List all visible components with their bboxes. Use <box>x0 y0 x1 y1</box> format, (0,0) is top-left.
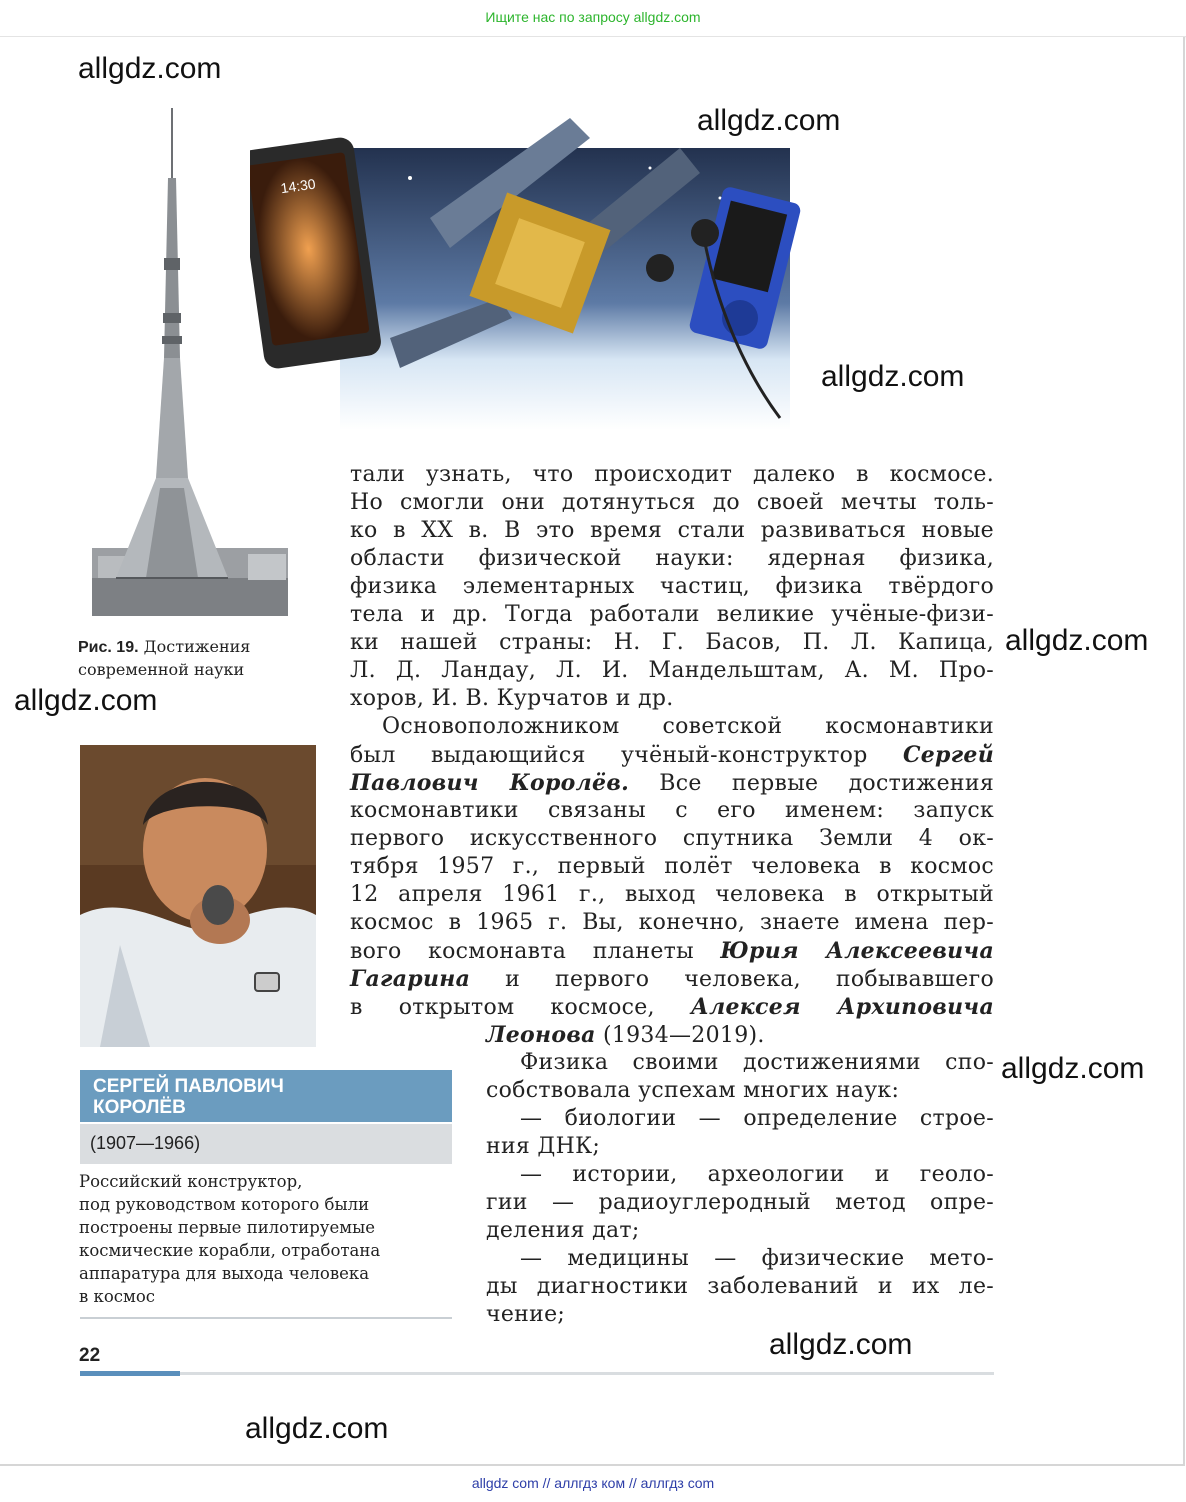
emphasis-name: Павлович Королёв. <box>350 770 630 796</box>
bottom-banner: allgdz com // аллгдз ком // аллгдз com <box>471 1475 715 1491</box>
text-line: хоров, И. В. Курчатов и др. <box>350 686 674 711</box>
text-line: собствовала успехам многих наук: <box>486 1078 900 1103</box>
emphasis-name: Алексея Архиповича <box>690 994 995 1020</box>
text-run: в открытом космосе, <box>350 995 655 1020</box>
text-line: тября 1957 г., первый полёт человека в космос <box>350 854 994 879</box>
watermark: allgdz.com <box>769 1328 913 1361</box>
text-line: области физической науки: ядерная физика, <box>350 546 994 571</box>
footer-accent <box>80 1371 180 1376</box>
list-item: — истории, археологии и геоло- <box>520 1162 994 1187</box>
text-run: (1934—2019). <box>602 1023 765 1048</box>
text-run: и первого человека, побывавшего <box>505 967 994 992</box>
text-line: первого искусственного спутника Земли 4 ок- <box>350 826 994 851</box>
text-line: деления дат; <box>486 1218 640 1243</box>
page-number: 22 <box>79 1345 101 1366</box>
watermark: allgdz.com <box>697 104 841 137</box>
text-line: ния ДНК; <box>486 1134 601 1159</box>
text-line: Но смогли они дотянуться до своей мечты толь- <box>350 490 994 515</box>
bio-text <box>79 1170 451 1308</box>
text-line: ки нашей страны: Н. Г. Басов, П. Л. Капица, <box>350 630 994 655</box>
bio-line: в космос <box>79 1287 156 1306</box>
text-line: 12 апреля 1961 г., выход человека в открытый <box>350 882 994 907</box>
figure-caption-line1: Достижения <box>143 637 251 656</box>
text-line: космос в 1965 г. Вы, конечно, знаете имена пер- <box>350 910 994 935</box>
text-line: физика элементарных частиц, физика твёрдого <box>350 574 994 599</box>
paragraph-start: Основоположником советской космонавтики <box>382 714 994 739</box>
text-line: гии — радиоуглеродный метод опре- <box>486 1190 994 1215</box>
text-line: Л. Д. Ландау, Л. И. Мандельштам, А. М. Про- <box>350 658 994 683</box>
paragraph-start: Физика своими достижениями спо- <box>520 1050 994 1075</box>
list-item: — биологии — определение строе- <box>520 1106 994 1131</box>
emphasis-name: Юрия Алексеевича <box>720 938 994 964</box>
text-line: ко в XX в. В это время стали развиваться новые <box>350 518 994 543</box>
text-line <box>350 769 994 797</box>
bio-divider <box>80 1317 452 1319</box>
footer-rule <box>80 1372 994 1375</box>
bio-name-line1: СЕРГЕЙ ПАВЛОВИЧ <box>93 1076 284 1097</box>
figure-caption <box>78 636 318 681</box>
phone-clock: 14:30 <box>279 175 317 197</box>
text-line: тела и др. Тогда работали великие учёные-физи- <box>350 602 994 627</box>
bio-line: построены первые пилотируемые <box>79 1218 375 1237</box>
bio-name-bar <box>80 1070 452 1122</box>
text-line: чение; <box>486 1302 566 1327</box>
text-line <box>486 1021 994 1049</box>
text-line: космонавтики связаны с его именем: запуск <box>350 798 994 823</box>
watermark: allgdz.com <box>14 684 158 717</box>
emphasis-name: Леонова <box>486 1022 596 1048</box>
text-line <box>350 993 994 1021</box>
korolev-portrait <box>80 745 316 1047</box>
bio-name-line2: КОРОЛЁВ <box>93 1097 186 1118</box>
bio-line: под руководством которого были <box>79 1195 370 1214</box>
bio-years-bar <box>80 1124 452 1164</box>
text-run: вого космонавта планеты <box>350 939 694 964</box>
text-line <box>350 741 994 769</box>
bio-line: космические корабли, отработана <box>79 1241 381 1260</box>
watermark: allgdz.com <box>821 360 965 393</box>
figure-caption-label: Рис. 19. <box>78 639 139 656</box>
tech-achievements-image <box>250 118 850 430</box>
figure-caption-line2: современной науки <box>78 660 245 679</box>
watermark: allgdz.com <box>1005 624 1149 657</box>
bio-line: аппаратура для выхода человека <box>79 1264 370 1283</box>
emphasis-name: Сергей <box>902 742 995 768</box>
text-line: ды диагностики заболеваний и их ле- <box>486 1274 994 1299</box>
text-run: был выдающийся учёный-конструктор <box>350 743 868 768</box>
top-banner: Ищите нас по запросу allgdz.com <box>0 0 1186 37</box>
watermark: allgdz.com <box>78 52 222 85</box>
text-run: Все первые достижения <box>659 771 994 796</box>
bio-name <box>93 1076 393 1118</box>
text-line: тали узнать, что происходит далеко в космосе. <box>350 462 994 487</box>
list-item: — медицины — физические мето- <box>520 1246 994 1271</box>
watermark: allgdz.com <box>245 1412 389 1445</box>
bio-years: (1907—1966) <box>90 1133 201 1153</box>
text-line <box>350 965 994 993</box>
bio-line: Российский конструктор, <box>79 1172 303 1191</box>
watermark: allgdz.com <box>1001 1052 1145 1085</box>
text-line <box>350 937 994 965</box>
emphasis-name: Гагарина <box>350 966 471 992</box>
